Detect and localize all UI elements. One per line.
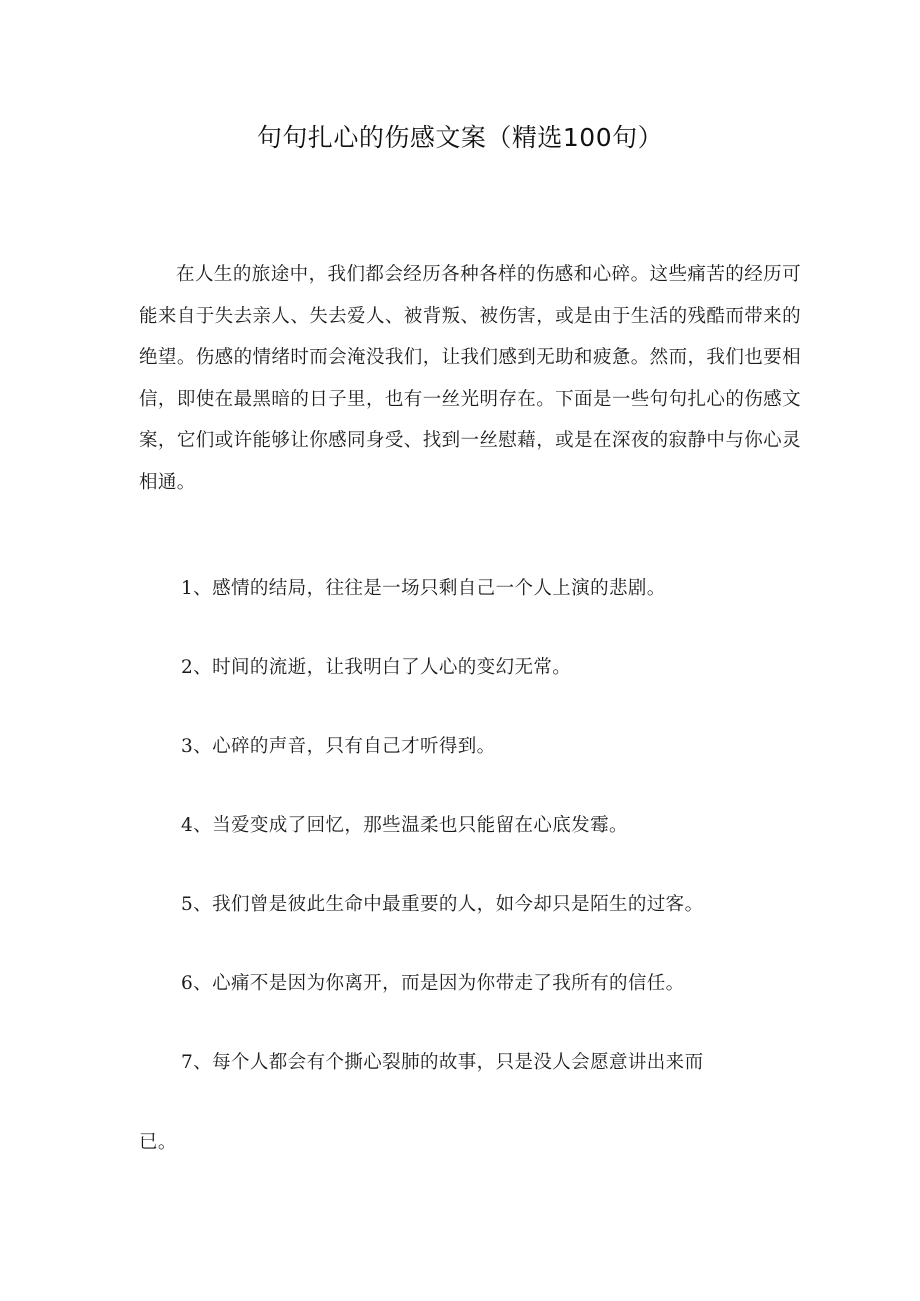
- intro-paragraph: 在人生的旅途中，我们都会经历各种各样的伤感和心碎。这些痛苦的经历可能来自于失去亲人、失去爱人、被背叛、被伤害，或是由于生活的残酷而带来的绝望。伤感的情绪时而会淹没我们，让我们感到无助和疲惫。然而，我们也要相信，即使在最黑暗的日子里，也有一丝光明存在。下面是一些句句扎心的伤感文案，它们或许能够让你感同身受、找到一丝慰藉，或是在深夜的寂静中与你心灵相通。: [139, 264, 801, 493]
- list-item: 2、时间的流逝，让我明白了人心的变幻无常。: [181, 657, 572, 678]
- list-item: 7、每个人都会有个撕心裂肺的故事，只是没人会愿意讲出来而已。: [139, 1052, 704, 1153]
- list-item: 1、感情的结局，往往是一场只剩自己一个人上演的悲剧。: [181, 578, 666, 599]
- list-item: 4、当爱变成了回忆，那些温柔也只能留在心底发霉。: [181, 815, 628, 836]
- list-item: 5、我们曾是彼此生命中最重要的人，如今却只是陌生的过客。: [181, 894, 704, 915]
- list-item: 6、心痛不是因为你离开，而是因为你带走了我所有的信任。: [181, 973, 685, 994]
- list-item: 3、心碎的声音，只有自己才听得到。: [181, 736, 496, 757]
- document-title: 句句扎心的伤感文案（精选100句）: [256, 123, 664, 152]
